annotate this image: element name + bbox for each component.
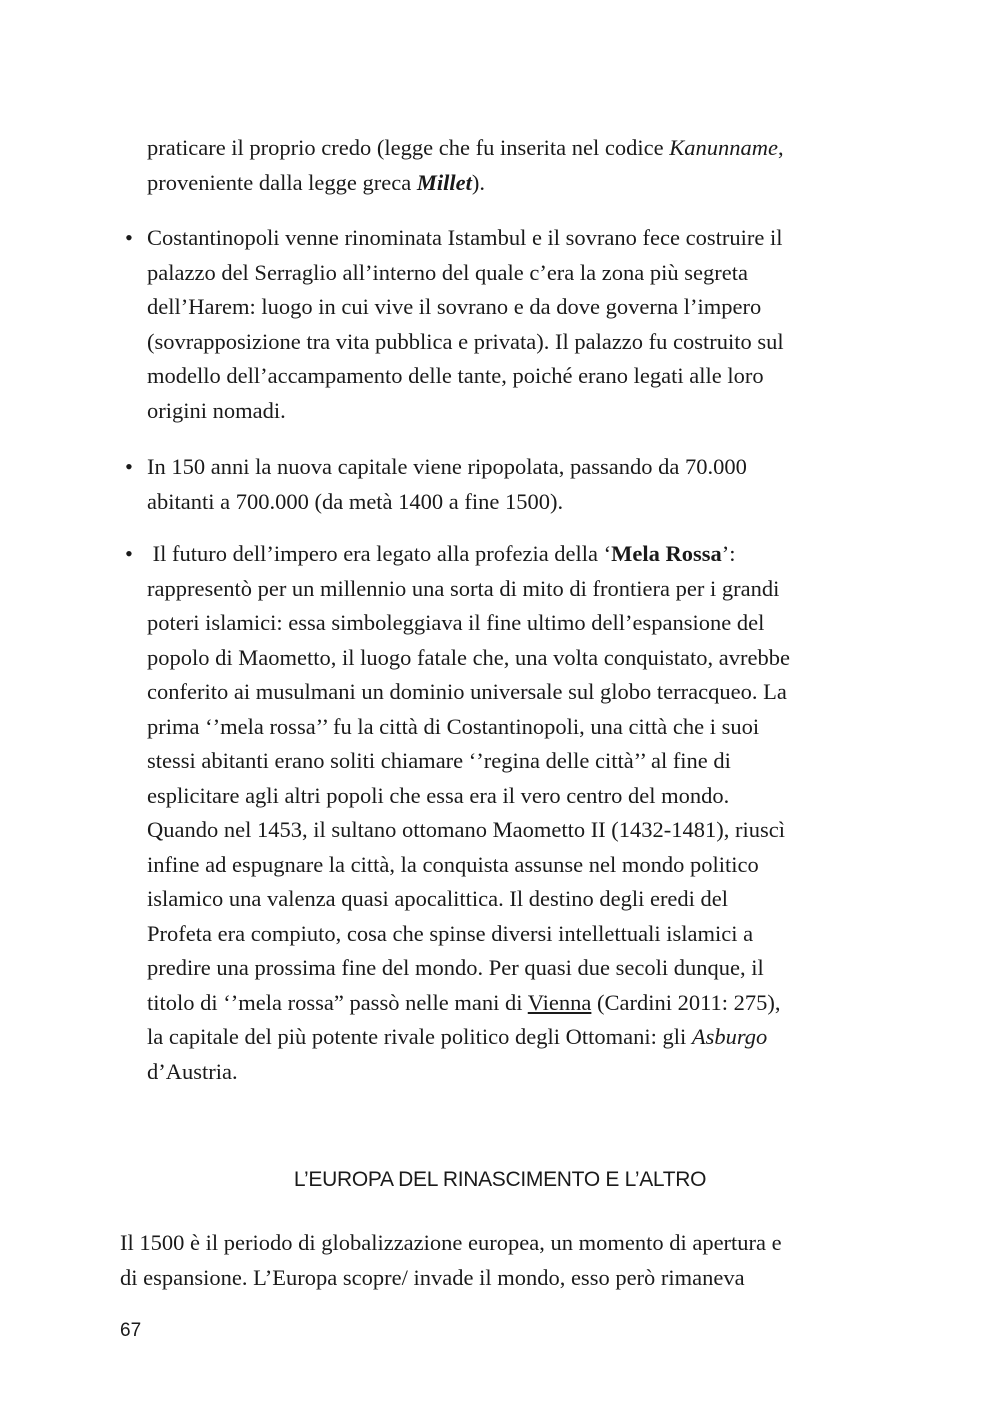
text-run: proveniente dalla legge greca xyxy=(147,169,417,195)
page-number: 67 xyxy=(120,1320,142,1341)
body-paragraph xyxy=(120,1226,880,1295)
text-run: , xyxy=(778,135,784,160)
italic-term-asburgo: Asburgo xyxy=(691,1024,768,1049)
vienna-link[interactable]: Vienna xyxy=(527,989,592,1015)
text-line xyxy=(147,131,887,166)
text-line: islamico una valenza quasi apocalittica. Il destino degli eredi del xyxy=(147,886,729,911)
text-line: Il 1500 è il periodo di globalizzazione europea, un momento di apertura e xyxy=(120,1230,782,1255)
text-run: ). xyxy=(471,169,485,195)
bullet-item-mela-rossa xyxy=(125,537,887,1089)
bullet-icon: • xyxy=(125,225,133,250)
text-line xyxy=(147,537,887,572)
text-line: d’Austria. xyxy=(147,1058,238,1084)
text-line: Profeta era compiuto, cosa che spinse diversi intellettuali islamici a xyxy=(147,920,754,946)
text-line: In 150 anni la nuova capitale viene ripopolata, passando da 70.000 xyxy=(147,454,747,479)
text-run: la capitale del più potente rivale politico degli Ottomani: gli xyxy=(147,1024,692,1049)
text-run: Il futuro dell’impero era legato alla profezia della ‘ xyxy=(147,541,612,566)
text-run: titolo di ‘’mela rossa” passò nelle mani di xyxy=(147,989,528,1015)
text-line: modello dell’accampamento delle tante, poiché erano legati alle loro xyxy=(147,363,764,388)
text-line: di espansione. L’Europa scopre/ invade il mondo, esso però rimaneva xyxy=(120,1264,745,1290)
continuation-text xyxy=(147,131,887,200)
text-line: poteri islamici: essa simboleggiava il fine ultimo dell’espansione del xyxy=(147,610,765,635)
text-line: dell’Harem: luogo in cui vive il sovrano e da dove governa l’impero xyxy=(147,294,762,319)
text-line: (sovrapposizione tra vita pubblica e privata). Il palazzo fu costruito sul xyxy=(147,328,784,354)
text-line: Costantinopoli venne rinominata Istambul e il sovrano fece costruire il xyxy=(147,225,783,250)
bullet-item-population xyxy=(125,450,887,519)
italic-term-kanunname: Kanunname xyxy=(669,135,778,160)
text-line: esplicitare agli altri popoli che essa era il vero centro del mondo. xyxy=(147,782,730,808)
text-line: abitanti a 700.000 (da metà 1400 a fine 1500). xyxy=(147,488,564,514)
text-line: predire una prossima fine del mondo. Per quasi due secoli dunque, il xyxy=(147,955,764,980)
text-line: origini nomadi. xyxy=(147,397,286,423)
text-line xyxy=(147,986,887,1021)
text-run: ’: xyxy=(721,541,736,566)
text-line: rappresentò per un millennio una sorta di mito di frontiera per i grandi xyxy=(147,575,780,601)
text-line: palazzo del Serraglio all’interno del quale c’era la zona più segreta xyxy=(147,259,748,285)
bold-italic-term-millet: Millet xyxy=(416,169,472,195)
bullet-item-istambul xyxy=(125,221,887,428)
text-line: prima ‘’mela rossa’’ fu la città di Costantinopoli, una città che i suoi xyxy=(147,713,760,739)
bullet-icon: • xyxy=(125,541,133,566)
bullet-icon: • xyxy=(125,454,133,479)
bold-term-mela-rossa: Mela Rossa xyxy=(611,541,722,566)
text-line: conferito ai musulmani un dominio universale sul globo terracqueo. La xyxy=(147,679,787,704)
section-heading: L’EUROPA DEL RINASCIMENTO E L’ALTRO xyxy=(293,1168,707,1191)
text-line: Quando nel 1453, il sultano ottomano Maometto II (1432-1481), riuscì xyxy=(147,817,786,842)
text-line: infine ad espugnare la città, la conquista assunse nel mondo politico xyxy=(147,851,759,877)
text-line xyxy=(147,166,887,201)
text-line xyxy=(147,1020,887,1055)
text-run: (Cardini 2011: 275), xyxy=(591,989,781,1015)
text-line: stessi abitanti erano soliti chiamare ‘’regina delle città’’ al fine di xyxy=(147,748,731,773)
text-line: popolo di Maometto, il luogo fatale che, una volta conquistato, avrebbe xyxy=(147,644,790,670)
text-run: praticare il proprio credo (legge che fu inserita nel codice xyxy=(147,135,670,160)
